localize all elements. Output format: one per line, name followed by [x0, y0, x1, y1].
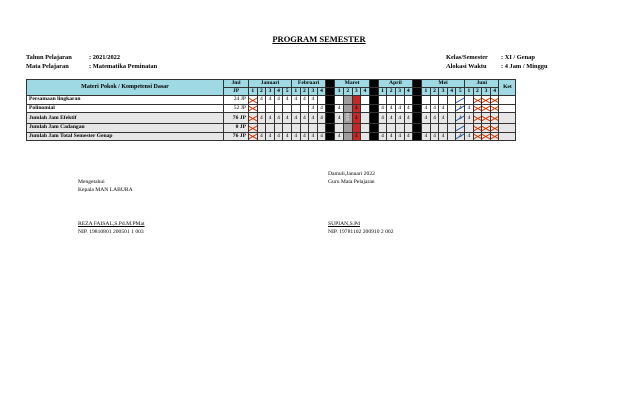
week-cell	[352, 96, 361, 104]
gap-cell	[413, 132, 422, 140]
gap-cell	[369, 80, 378, 88]
month-april: April	[378, 80, 412, 88]
week-cell: 4	[456, 112, 465, 124]
jml-header: Jml	[224, 80, 249, 88]
week-cell	[361, 124, 370, 132]
week-number: 3	[482, 88, 491, 96]
week-cell	[395, 96, 404, 104]
week-cell: 4	[439, 104, 448, 112]
ket-cell	[499, 112, 516, 124]
week-number: 2	[300, 88, 309, 96]
week-cell	[473, 112, 482, 124]
gap-cell	[326, 88, 335, 96]
week-cell: 4	[404, 104, 413, 112]
week-cell	[447, 104, 456, 112]
week-cell: 4	[257, 96, 266, 104]
gap-cell	[413, 112, 422, 124]
week-cell: 4	[395, 112, 404, 124]
week-cell	[490, 124, 499, 132]
gap-cell	[413, 88, 422, 96]
page-title: PROGRAM SEMESTER	[272, 34, 366, 44]
week-cell	[274, 104, 283, 112]
week-cell	[257, 124, 266, 132]
week-cell	[300, 104, 309, 112]
week-cell	[482, 104, 491, 112]
week-cell: 4	[404, 132, 413, 140]
week-cell	[447, 124, 456, 132]
uts-marker: UTS	[345, 112, 351, 121]
week-number: 4	[317, 88, 326, 96]
gap-cell	[326, 132, 335, 140]
month-maret: Maret	[335, 80, 369, 88]
gap-cell	[413, 96, 422, 104]
week-cell	[395, 124, 404, 132]
gap-cell	[326, 96, 335, 104]
row-name: Jumlah Jam Total Semester Genap	[27, 132, 224, 140]
week-cell: 4	[439, 132, 448, 140]
week-cell	[249, 112, 258, 124]
week-cell	[473, 104, 482, 112]
week-cell	[361, 112, 370, 124]
week-cell: 4	[465, 112, 474, 124]
week-cell: 4	[465, 132, 474, 140]
week-cell: 4	[378, 132, 387, 140]
gap-cell	[326, 80, 335, 88]
week-number: 2	[430, 88, 439, 96]
week-cell	[266, 124, 275, 132]
week-cell	[343, 124, 352, 132]
gap-cell	[369, 104, 378, 112]
week-cell	[378, 124, 387, 132]
week-cell	[283, 124, 292, 132]
week-number: 1	[378, 88, 387, 96]
week-cell	[291, 124, 300, 132]
week-cell: 4	[387, 112, 396, 124]
table-row	[27, 96, 516, 104]
week-cell	[249, 124, 258, 132]
week-cell	[473, 132, 482, 140]
week-cell	[249, 96, 258, 104]
kelas-label: Kelas/Semester	[446, 54, 488, 61]
week-cell	[361, 132, 370, 140]
kelas-semester	[446, 53, 535, 62]
week-cell: 4	[291, 96, 300, 104]
week-cell	[317, 96, 326, 104]
left-signer-name: REZA FAISAL,S.Pd.M.PMat	[78, 221, 145, 227]
week-cell: 4	[439, 112, 448, 124]
right-signer-name: SUPIAN,S.Pd	[328, 221, 361, 227]
ket-header: Ket	[499, 80, 516, 96]
week-cell	[482, 124, 491, 132]
week-cell	[361, 96, 370, 104]
week-cell	[490, 96, 499, 104]
week-cell: 4	[430, 132, 439, 140]
week-cell	[422, 124, 431, 132]
week-cell	[404, 96, 413, 104]
week-number: 3	[266, 88, 275, 96]
week-cell: 4	[291, 132, 300, 140]
week-cell: 4	[274, 112, 283, 124]
tahun-value: : 2021/2022	[89, 54, 121, 61]
gap-cell	[413, 80, 422, 88]
week-cell	[361, 104, 370, 112]
week-cell: 4	[300, 96, 309, 104]
week-cell: 4	[352, 132, 361, 140]
gap-cell	[369, 124, 378, 132]
week-cell: 4	[274, 132, 283, 140]
week-cell	[473, 96, 482, 104]
week-cell	[447, 132, 456, 140]
week-number: 3	[352, 88, 361, 96]
week-number: 4	[404, 88, 413, 96]
right-signer-nip: NIP. 19781102 200910 2 002	[328, 229, 394, 235]
week-number: 2	[473, 88, 482, 96]
week-cell: 4	[257, 112, 266, 124]
week-number: 5	[456, 88, 465, 96]
week-number: 1	[422, 88, 431, 96]
week-cell	[430, 96, 439, 104]
week-cell: 4	[266, 96, 275, 104]
week-cell: 4	[456, 132, 465, 140]
week-number: 5	[283, 88, 292, 96]
week-number: 4	[447, 88, 456, 96]
week-cell: 4	[266, 132, 275, 140]
ket-cell	[499, 104, 516, 112]
gap-cell	[326, 104, 335, 112]
row-jp: 76 JP	[224, 112, 249, 124]
week-number: 3	[309, 88, 318, 96]
week-number: 2	[387, 88, 396, 96]
week-cell	[473, 124, 482, 132]
row-jp: 0 JP	[224, 124, 249, 132]
week-cell	[335, 96, 344, 104]
week-cell: 4	[422, 112, 431, 124]
week-cell	[343, 96, 352, 104]
week-cell	[439, 124, 448, 132]
week-cell	[309, 124, 318, 132]
week-cell	[266, 104, 275, 112]
ket-cell	[499, 124, 516, 132]
week-cell: 4	[309, 112, 318, 124]
week-cell: 4	[317, 104, 326, 112]
week-number: 3	[439, 88, 448, 96]
program-semester-table	[26, 79, 516, 141]
week-cell: 4	[378, 112, 387, 124]
alokasi-value: : 4 Jam / Minggu	[501, 63, 548, 70]
table-row	[27, 132, 516, 140]
week-cell: 4	[283, 96, 292, 104]
week-cell: 4	[335, 112, 344, 124]
month-juni: Juni	[465, 80, 499, 88]
row-jp: 52 JP	[224, 104, 249, 112]
week-cell	[274, 124, 283, 132]
week-cell	[482, 132, 491, 140]
gap-cell	[369, 112, 378, 124]
week-number: 4	[361, 88, 370, 96]
tahun-pelajaran	[26, 53, 120, 62]
week-number: 1	[249, 88, 258, 96]
week-cell: 4	[283, 112, 292, 124]
left-signer-nip: NIP. 19810801 200501 1 003	[78, 229, 144, 235]
gap-cell	[369, 88, 378, 96]
week-cell: 4	[422, 132, 431, 140]
week-number: 1	[465, 88, 474, 96]
week-cell: 4	[317, 132, 326, 140]
row-jp: 24 JP	[224, 96, 249, 104]
week-cell: 4	[300, 132, 309, 140]
week-cell	[387, 124, 396, 132]
week-cell	[490, 112, 499, 124]
week-cell	[343, 104, 352, 112]
week-cell: 4	[456, 104, 465, 112]
week-cell: 4	[257, 132, 266, 140]
week-cell: 4	[395, 104, 404, 112]
week-cell	[249, 132, 258, 140]
week-cell: 4	[309, 132, 318, 140]
gap-cell	[326, 124, 335, 132]
week-cell: 4	[404, 112, 413, 124]
week-cell: 4	[266, 112, 275, 124]
month-mei: Mei	[422, 80, 465, 88]
table-row	[27, 124, 516, 132]
week-cell: 4	[274, 96, 283, 104]
week-cell: 4	[317, 112, 326, 124]
week-number: 2	[257, 88, 266, 96]
week-cell	[456, 124, 465, 132]
week-cell	[343, 112, 352, 124]
week-cell: 4	[465, 104, 474, 112]
week-cell	[447, 112, 456, 124]
week-cell: 4	[309, 104, 318, 112]
month-februari: Februari	[291, 80, 325, 88]
week-cell	[490, 132, 499, 140]
week-cell	[439, 96, 448, 104]
week-cell	[291, 104, 300, 112]
week-cell: 4	[335, 104, 344, 112]
week-cell	[482, 112, 491, 124]
week-cell: 4	[300, 112, 309, 124]
left-role-1: Mengetahui	[78, 179, 105, 185]
ket-cell	[499, 96, 516, 104]
week-cell: 4	[352, 112, 361, 124]
week-cell: 4	[430, 112, 439, 124]
week-cell: 4	[387, 132, 396, 140]
row-jp: 76 JP	[224, 132, 249, 140]
gap-cell	[413, 124, 422, 132]
week-cell	[465, 96, 474, 104]
jp-header: JP	[224, 88, 249, 96]
gap-cell	[413, 104, 422, 112]
left-role-2: Kepala MAN LABURA	[78, 187, 133, 193]
week-cell: 4	[378, 104, 387, 112]
week-cell	[317, 124, 326, 132]
mapel-value: : Matematika Peminatan	[89, 63, 158, 70]
month-januari: Januari	[249, 80, 292, 88]
week-cell: 4	[387, 104, 396, 112]
week-cell	[430, 124, 439, 132]
mata-pelajaran	[26, 62, 157, 71]
week-cell	[300, 124, 309, 132]
week-cell	[335, 124, 344, 132]
week-cell	[404, 124, 413, 132]
week-cell	[378, 96, 387, 104]
week-number: 1	[335, 88, 344, 96]
week-cell	[465, 124, 474, 132]
week-cell	[387, 96, 396, 104]
week-cell	[257, 104, 266, 112]
table-row	[27, 104, 516, 112]
week-cell: 4	[422, 104, 431, 112]
week-cell	[249, 104, 258, 112]
week-number: 4	[490, 88, 499, 96]
week-cell: 4	[309, 96, 318, 104]
row-name: Persamaan lingkaran	[27, 96, 224, 104]
week-cell	[422, 96, 431, 104]
week-cell: 4	[335, 132, 344, 140]
gap-cell	[369, 96, 378, 104]
week-cell: 4	[291, 112, 300, 124]
week-number: 2	[343, 88, 352, 96]
row-name: Polinomial	[27, 104, 224, 112]
week-cell: 4	[430, 104, 439, 112]
materi-header: Materi Pokok / Kompetensi Dasar	[27, 80, 224, 96]
right-role: Guru Mata Pelajaran	[328, 179, 375, 185]
gap-cell	[326, 112, 335, 124]
ket-cell	[499, 132, 516, 140]
week-cell	[283, 104, 292, 112]
week-cell	[482, 96, 491, 104]
week-cell	[490, 104, 499, 112]
week-number: 4	[274, 88, 283, 96]
alokasi-label: Alokasi Waktu	[446, 63, 487, 70]
kelas-value: : XI / Genap	[501, 54, 535, 61]
week-cell	[343, 132, 352, 140]
week-cell: 4	[283, 132, 292, 140]
row-name: Jumlah Jam Efektif	[27, 112, 224, 124]
tahun-label: Tahun Pelajaran	[26, 54, 72, 61]
week-number: 1	[291, 88, 300, 96]
week-cell	[447, 96, 456, 104]
week-cell	[456, 96, 465, 104]
gap-cell	[369, 132, 378, 140]
week-cell: 4	[395, 132, 404, 140]
mapel-label: Mata Pelajaran	[26, 63, 69, 70]
week-number: 3	[395, 88, 404, 96]
row-name: Jumlah Jam Cadangan	[27, 124, 224, 132]
alokasi-waktu	[446, 62, 548, 71]
place-date: Damuli,Januari 2022	[328, 171, 375, 177]
week-cell	[352, 124, 361, 132]
week-cell: 4	[352, 104, 361, 112]
table-row	[27, 112, 516, 124]
